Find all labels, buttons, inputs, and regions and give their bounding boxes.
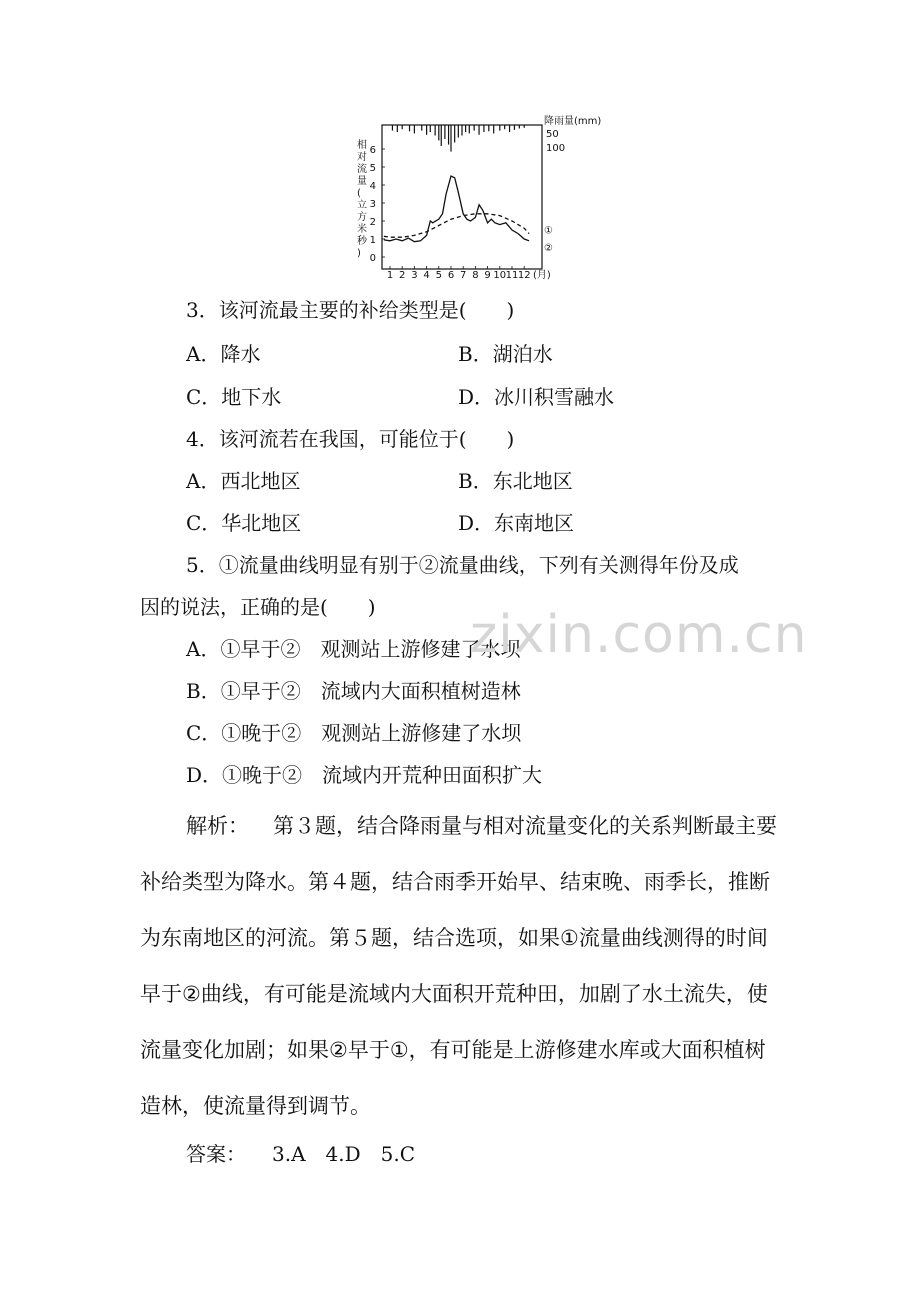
q5-option-c[interactable]: C．①晚于② 观测站上游修建了水坝 [186,721,522,745]
rainfall-bar [519,125,520,129]
rainfall-bar [461,125,462,136]
rainfall-bar [465,125,466,132]
rainfall-bar [499,125,500,131]
y-axis-label [357,138,368,259]
rainfall-bar [438,125,439,140]
y2-axis-ticks [546,129,565,154]
rainfall-bar [402,125,403,129]
q3-option-a[interactable]: A．降水 [186,342,261,366]
x-tick-label: 4 [423,270,430,281]
rainfall-bar [504,125,505,129]
watermark: zixin.com.cn [470,605,808,665]
analysis-line: 造林，使流量得到调节。 [140,1094,371,1118]
analysis-label: 解析： [186,814,249,838]
y-tick-label: 5 [369,163,376,174]
rainfall-bar [454,125,455,143]
rainfall-bar [493,125,494,133]
analysis-line: 为东南地区的河流。第５题，结合选项，如果①流量曲线测得的时间 [140,926,768,950]
rainfall-bar [414,125,415,133]
q5-stem-line1: 5．①流量曲线明显有别于②流量曲线，下列有关测得年份及成 [186,553,739,577]
q4-stem: 4．该河流若在我国，可能位于( ) [186,427,515,451]
rainfall-bar [430,125,431,132]
rainfall-bars [392,125,525,152]
x-tick-label: 6 [447,270,455,281]
analysis-text: 第３题，结合降雨量与相对流量变化的关系判断最主要 [273,814,777,838]
rainfall-bar [524,125,525,128]
x-tick-label: 1 [386,270,394,281]
q3-option-b[interactable]: B．湖泊水 [458,342,553,366]
rainfall-bar [392,125,393,131]
analysis-line [140,798,790,854]
y-tick-label: 1 [369,235,376,246]
rainfall-bar [483,125,484,132]
rainfall-bar [426,125,427,135]
q4-option-b[interactable]: B．东北地区 [458,469,573,493]
rainfall-bar [514,125,515,130]
x-axis-unit: (月) [533,270,551,281]
rainfall-bar [450,125,451,152]
analysis-block [140,798,790,1134]
series-label-2: ② [544,242,553,254]
y-axis-label-char: 量 [357,176,367,187]
x-tick-label: 5 [435,270,442,281]
y-tick-label: 6 [369,145,376,156]
y-axis-label-char: 对 [357,152,367,163]
analysis-line: 流量变化加剧；如果②早于①，有可能是上游修建水库或大面积植树 [140,1038,766,1062]
x-tick-label: 7 [460,270,467,281]
y2-tick-label: 50 [546,129,559,140]
rainfall-bar [441,125,442,146]
y-axis-label-char: 相 [357,140,367,151]
y-tick-label: 0 [369,253,376,264]
x-tick-label: 8 [472,270,479,281]
hydrograph-chart [340,108,630,286]
y-axis-label-char: 立 [357,200,367,211]
rainfall-bar [397,125,398,132]
y-axis-label-char: 方 [357,212,367,223]
answer-label: 答案： [186,1142,246,1166]
q5-option-d[interactable]: D．①晚于② 流域内开荒种田面积扩大 [186,763,543,787]
rainfall-bar [435,125,436,136]
x-tick-label: 3 [411,270,418,281]
q5-option-b[interactable]: B．①早于② 流域内大面积植树造林 [186,679,521,703]
y-axis-label-text [357,138,368,259]
x-tick-label: 12 [517,270,531,281]
y-tick-label: 2 [369,217,376,228]
q5-option-a[interactable]: A．①早于② 观测站上游修建了水坝 [186,637,521,661]
rainfall-bar [488,125,489,131]
x-axis-ticks [387,266,531,281]
y-tick-label: 4 [369,181,376,192]
y-axis-label-char: ) [357,248,361,259]
series-label-1: ① [544,225,553,237]
x-tick-label: 10 [493,270,507,281]
rainfall-bar [474,125,475,131]
y2-tick-label: 100 [546,143,566,154]
analysis-line: 补给类型为降水。第４题，结合雨季开始早、结束晚、雨季长，推断 [140,870,770,894]
series-line-1 [384,214,529,237]
y-axis-label-char: 流 [357,164,367,175]
rainfall-bar [478,125,479,135]
q3-option-c[interactable]: C．地下水 [186,385,282,409]
y-axis-label-char: ( [357,188,361,199]
rainfall-bar [444,125,445,139]
x-tick-label: 2 [399,270,406,281]
series-line-2 [384,176,529,242]
rainfall-bar [509,125,510,132]
rainfall-bar [458,125,459,138]
q3-option-d[interactable]: D．冰川积雪融水 [458,385,615,409]
y-axis-label-char: 秒 [357,236,367,247]
plot-frame [382,125,542,269]
answer-value: 3.A 4.D 5.C [272,1142,416,1166]
y-tick-label: 3 [369,199,376,210]
q4-option-c[interactable]: C．华北地区 [186,511,302,535]
y-axis-ticks [370,145,385,264]
rainfall-bar [448,125,449,145]
y2-axis-label: 降雨量(mm) [544,116,602,127]
flow-series [384,176,529,242]
q4-option-a[interactable]: A．西北地区 [186,469,301,493]
rainfall-bar [469,125,470,133]
y-axis-label-char: 米 [357,224,367,235]
series-labels [544,226,553,254]
analysis-line: 早于②曲线，有可能是流域内大面积开荒种田，加剧了水土流失，使 [140,982,768,1006]
hydrograph-svg [340,108,630,286]
x-tick-label: 9 [484,270,491,281]
q3-stem: 3．该河流最主要的补给类型是( ) [186,298,515,322]
rainfall-bar [409,125,410,131]
q5-stem-line2: 因的说法，正确的是( ) [140,595,376,619]
x-tick-label: 11 [505,270,519,281]
rainfall-bar [421,125,422,131]
answer-line [186,1138,415,1167]
q4-option-d[interactable]: D．东南地区 [458,511,575,535]
